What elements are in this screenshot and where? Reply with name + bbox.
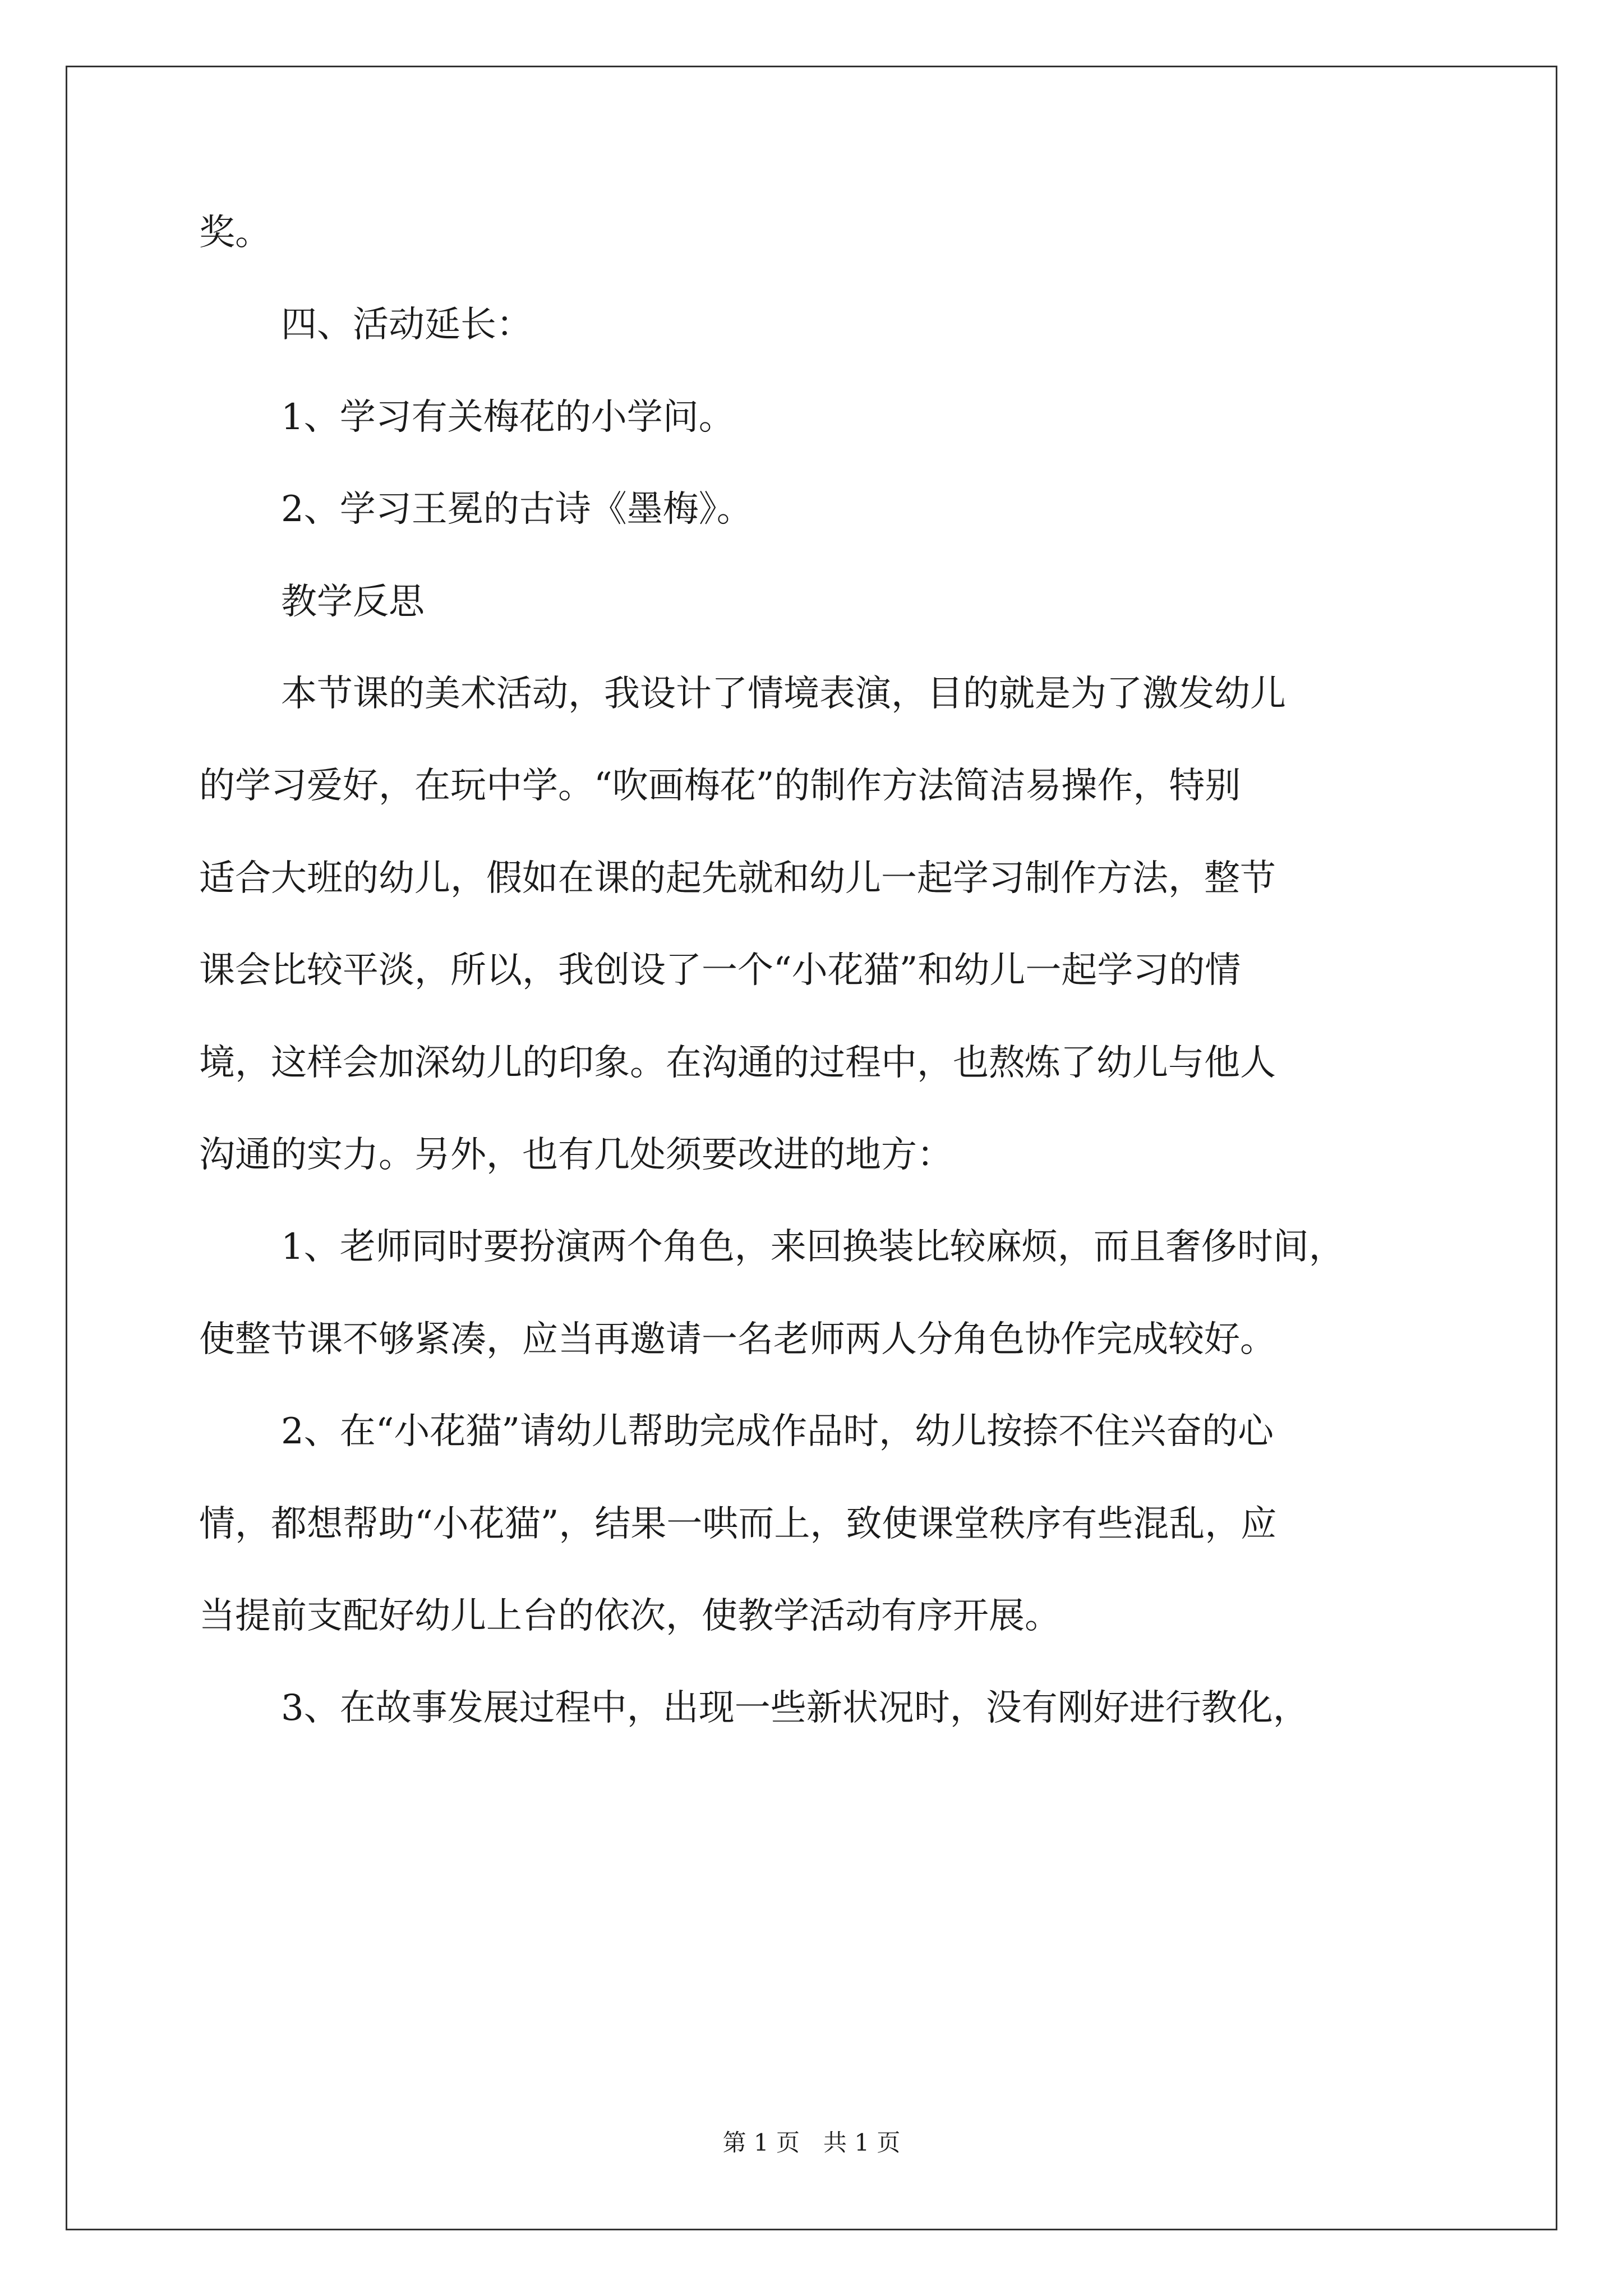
list-item: 1、学习有关梅花的小学问。 <box>281 397 735 438</box>
paragraph-line: 本节课的美术活动，我设计了情境表演，目的就是为了激发幼儿 <box>281 673 1286 715</box>
section-heading: 四、活动延长： <box>281 304 532 346</box>
list-item: 2、学习王冕的古诗《墨梅》。 <box>281 489 753 530</box>
list-item: 2、在“小花猫”请幼儿帮助完成作品时，幼儿按捺不住兴奋的心 <box>281 1411 1274 1452</box>
list-item: 3、在故事发展过程中，出现一些新状况时，没有刚好进行教化， <box>281 1687 1309 1729</box>
paragraph-line: 适合大班的幼儿，假如在课的起先就和幼儿一起学习制作方法，整节 <box>199 858 1276 899</box>
list-item-continuation: 使整节课不够紧凑，应当再邀请一名老师两人分角色协作完成较好。 <box>199 1319 1276 1360</box>
paragraph-line: 课会比较平淡，所以，我创设了一个“小花猫”和幼儿一起学习的情 <box>199 950 1241 991</box>
page-footer: 第 1 页 共 1 页 <box>722 2129 901 2156</box>
paragraph-line: 沟通的实力。另外，也有几处须要改进的地方： <box>199 1134 953 1176</box>
list-item-continuation: 情，都想帮助“小花猫”，结果一哄而上，致使课堂秩序有些混乱，应 <box>199 1503 1277 1545</box>
text-line: 奖。 <box>199 212 271 254</box>
paragraph-line: 的学习爱好，在玩中学。“吹画梅花”的制作方法简洁易操作，特别 <box>199 765 1241 807</box>
section-heading: 教学反思 <box>281 581 425 623</box>
list-item-continuation: 当提前支配好幼儿上台的依次，使教学活动有序开展。 <box>199 1595 1061 1637</box>
paragraph-line: 境，这样会加深幼儿的印象。在沟通的过程中，也熬炼了幼儿与他人 <box>199 1042 1276 1084</box>
list-item: 1、老师同时要扮演两个角色，来回换装比较麻烦，而且奢侈时间， <box>281 1226 1345 1268</box>
